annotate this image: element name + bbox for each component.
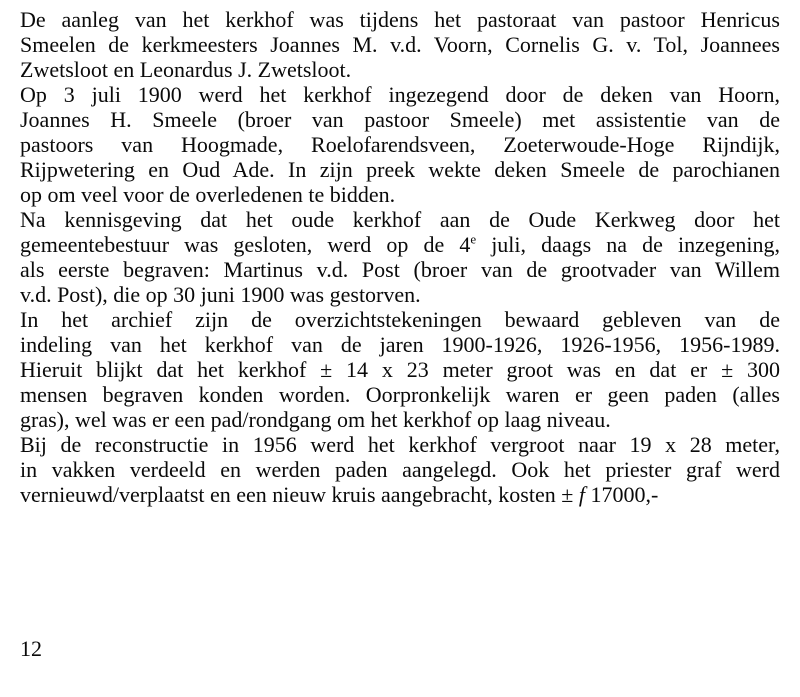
paragraph-construction <box>20 7 780 82</box>
text-line: gras), wel was er een pad/rondgang om het kerkhof op laag niveau. <box>20 407 611 432</box>
florin-sign: f <box>578 482 585 507</box>
text-line: in vakken verdeeld en werden paden aangelegd. Ook het priester graf werd <box>20 457 780 482</box>
text-line: Hieruit blijkt dat het kerkhof ± 14 x 23 meter groot was en dat er ± 300 <box>20 357 780 382</box>
text-line: op om veel voor de overledenen te bidden. <box>20 182 396 207</box>
page-number: 12 <box>20 636 42 661</box>
paragraph-first-burial <box>20 207 780 307</box>
paragraph-consecration <box>20 82 780 207</box>
text-line: Bij de reconstructie in 1956 werd het kerkhof vergroot naar 19 x 28 meter, <box>20 432 780 457</box>
text-line: mensen begraven konden worden. Oorpronkelijk waren er geen paden (alles <box>20 382 780 407</box>
text-segment: gemeentebestuur was gesloten, werd op de 4 <box>20 232 471 257</box>
text-segment: 17000,- <box>584 482 659 507</box>
text-line: Zwetsloot en Leonardus J. Zwetsloot. <box>20 57 352 82</box>
text-line: pastoors van Hoogmade, Roelofarendsveen, Zoeterwoude-Hoge Rijndijk, <box>20 132 780 157</box>
text-segment: vernieuwd/verplaatst en een nieuw kruis aangebracht, kosten ± <box>20 482 579 507</box>
text-line: Na kennisgeving dat het oude kerkhof aan de Oude Kerkweg door het <box>20 207 780 232</box>
text-line: Rijpwetering en Oud Ade. In zijn preek wekte deken Smeele de parochianen <box>20 157 780 182</box>
text-line: Op 3 juli 1900 werd het kerkhof ingezegend door de deken van Hoorn, <box>20 82 780 107</box>
text-line: Joannes H. Smeele (broer van pastoor Smeele) met assistentie van de <box>20 107 780 132</box>
text-segment: juli, daags na de inzegening, <box>476 232 780 257</box>
text-line: De aanleg van het kerkhof was tijdens het pastoraat van pastoor Henricus <box>20 7 780 32</box>
paragraph-reconstruction <box>20 432 780 507</box>
text-line: Smeelen de kerkmeesters Joannes M. v.d. Voorn, Cornelis G. v. Tol, Joannees <box>20 32 780 57</box>
text-line: indeling van het kerkhof van de jaren 1900-1926, 1926-1956, 1956-1989. <box>20 332 780 357</box>
text-line: als eerste begraven: Martinus v.d. Post (broer van de grootvader van Willem <box>20 257 780 282</box>
text-line <box>20 232 780 257</box>
text-line: In het archief zijn de overzichtstekeningen bewaard gebleven van de <box>20 307 780 332</box>
ordinal-superscript: e <box>470 231 477 247</box>
paragraph-archive <box>20 307 780 432</box>
text-line <box>20 482 780 507</box>
text-line: v.d. Post), die op 30 juni 1900 was gestorven. <box>20 282 421 307</box>
